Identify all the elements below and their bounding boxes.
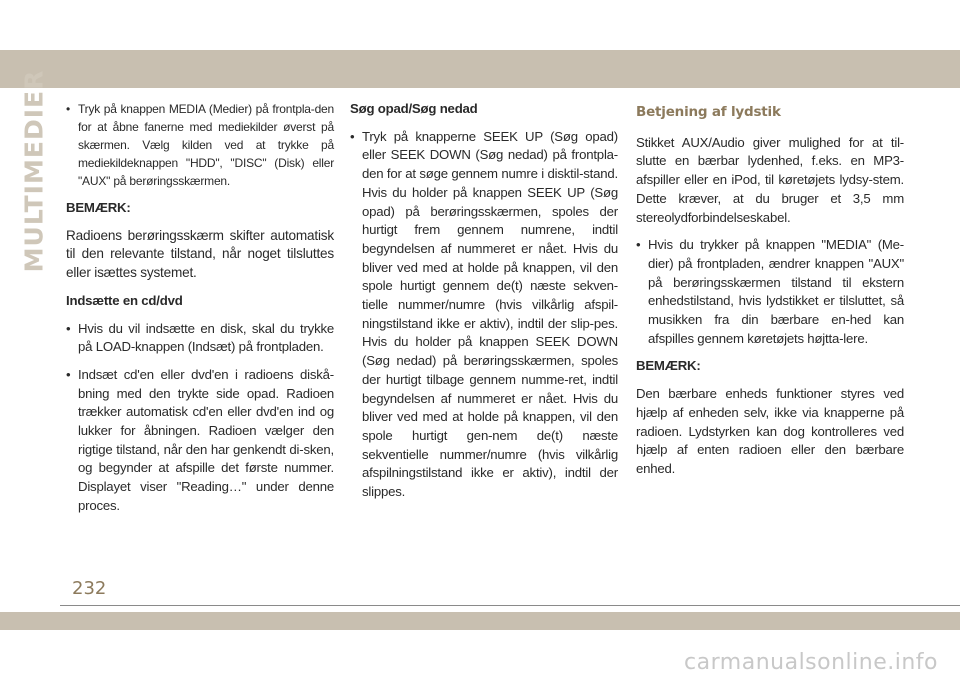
heading-audio-jack: Betjening af lydstik — [636, 104, 781, 120]
section-tab — [14, 69, 54, 273]
heading-seek: Søg opad/Søg nedad — [350, 101, 478, 116]
column-right — [636, 100, 904, 488]
footer-band — [0, 612, 960, 630]
bullet-seek: • Tryk på knapperne SEEK UP (Søg opad) eller SEEK DOWN (Søg nedad) på frontpla-den for at søge gennem numre i disktil-stand. Hvis du holder på knappen SEEK UP (Søg opad) på berøringsskærmen, spoles der hurtigt frem gennem numrene, indtil begyndelsen af nummeret er nået. Hvis du bliver ved med at holde på knappen, vil den spole hurtigt gennem de(t) næste sekven-tielle nummer/numre (hvis vilkårlig afspil-ningstilstand ikke er aktiv), indtil der slip-pes. Hvis du holder på knappen SEEK DOWN (Søg nedad) på berøringsskærmen, spoles der hurtigt tilbage gennem numme-ret, indtil begyndelsen af nummeret er nået. Hvis du bliver ved med at holde på knappen, vil den spole hurtigt gen-nem de(t) næste sekventielle nummer/numre (hvis vilkårlig afspilningstilstand ikke er aktiv), indtil der slippes. — [350, 128, 618, 502]
note-label: BEMÆRK: — [66, 200, 131, 215]
bullet-load-button: • Hvis du vil indsætte en disk, skal du trykke på LOAD-knappen (Indsæt) på frontpladen. — [66, 320, 334, 357]
heading-insert-disc: Indsætte en cd/dvd — [66, 292, 183, 308]
bullet-media-button: • Tryk på knappen MEDIA (Medier) på frontpla-den for at åbne fanerne med mediekilder øverst på skærmen. Vælg kilden ved at trykke på mediekildeknappen "HDD", "DISC" (Disk) eller "AUX" på berøringsskærmen. — [66, 100, 334, 190]
page-number: 232 — [72, 578, 107, 599]
section-tab-label: MULTIMEDIER — [19, 69, 49, 273]
header-band — [0, 50, 960, 88]
column-left — [66, 100, 334, 525]
bullet-insert-disc: • Indsæt cd'en eller dvd'en i radioens diskå-bning med den trykte side opad. Radioen trækker automatisk cd'en eller dvd'en ind og lukker for åbningen. Radioen vælger den rigtige tilstand, når den har genkendt di-sken, og begynder at afspille det første nummer. Displayet viser "Reading…" under denne proces. — [66, 366, 334, 516]
footer-rule — [60, 605, 960, 606]
note-text: Radioens berøringsskærm skifter automatisk til den relevante tilstand, når noget tilsluttes eller isættes systemet. — [66, 227, 334, 281]
note-text-right: Den bærbare enheds funktioner styres ved hjælp af enheden selv, ikke via knapperne på radioen. Lydstyrken kan dog kontrolleres ved hjælp af enten radioen eller den bærbare enhed. — [636, 386, 904, 476]
column-middle — [350, 100, 618, 511]
bullet-aux-mode: • Hvis du trykker på knappen "MEDIA" (Me-dier) på frontpladen, ændrer knappen "AUX" på berøringsskærmen tilstand til ekstern enhedstilstand, hvis lydstikket er tilsluttet, så musikken fra din bærbare en-hed kan afspilles gennem køretøjets højtta-lere. — [636, 236, 904, 348]
audio-jack-intro: Stikket AUX/Audio giver mulighed for at til-slutte en bærbar lydenhed, f.eks. en MP3-afspiller eller en iPod, til køretøjets lydsy-stem. Dette kræver, at du bruger et 3,5 mm stereolydforbindelseskabel. — [636, 134, 904, 225]
watermark: carmanualsonline.info — [684, 650, 938, 675]
note-label-right: BEMÆRK: — [636, 358, 701, 374]
